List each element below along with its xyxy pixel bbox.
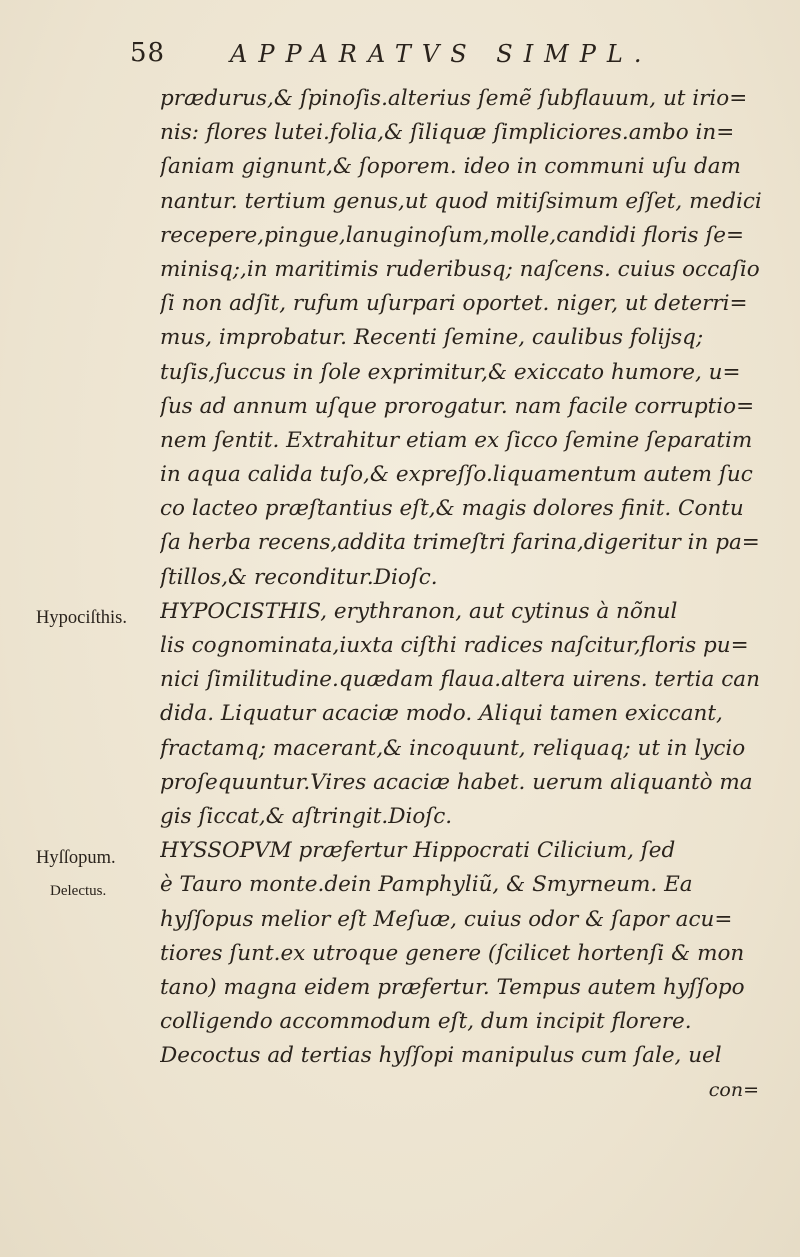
text-line: Decoctus ad tertias hyſſopi manipulus cum ſale, uel [160, 1043, 722, 1069]
text-line: nis: flores lutei.folia,& ſiliquæ ſimpliciores.ambo in= [160, 120, 735, 146]
text-line: è Tauro monte.dein Pamphyliũ, & Smyrneum. Ea [160, 872, 693, 898]
running-title: APPARATVS SIMPL. [230, 40, 653, 68]
text-line: in aqua calida tuſo,& expreſſo.liquamentum autem ſuc [160, 462, 753, 488]
text-line: nem ſentit. Extrahitur etiam ex ſicco ſemine ſeparatim [160, 427, 753, 453]
text-line: prædurus,& ſpinoſis.alterius ſemẽ ſubflauum, ut irio= [160, 86, 748, 111]
text-line: minisq;,in maritimis ruderibusq; naſcens. cuius occaſio [160, 256, 760, 282]
text-line: colligendo accommodum eſt, dum incipit florere. [160, 1009, 692, 1035]
text-line: gis ſiccat,& aſtringit.Dioſc. [160, 803, 453, 829]
text-line: tano) magna eidem præfertur. Tempus autem hyſſopo [160, 974, 745, 1000]
margin-note-hypocisthis: Hypociſthis. [36, 608, 127, 628]
text-line: mus, improbatur. Recenti ſemine, caulibus folijsq; [160, 325, 704, 351]
text-line: ſa herba recens,addita trimeſtri farina,digeritur in pa= [160, 530, 760, 556]
margin-note-delectus: Delectus. [50, 883, 107, 899]
text-line: nici ſimilitudine.quædam flaua.altera uirens. tertia can [160, 667, 760, 693]
page-number: 58 [130, 38, 166, 68]
text-line: ſi non adſit, rufum uſurpari oportet. niger, ut deterri= [160, 291, 748, 317]
body-text [160, 82, 795, 1108]
text-line: fractamq; macerant,& incoquunt, reliquaq; ut in lycio [160, 735, 746, 761]
text-line: ſaniam gignunt,& ſoporem. ideo in communi uſu dam [160, 154, 741, 180]
text-line: HYSSOPVM præfertur Hippocrati Cilicium, ſed [160, 838, 676, 864]
text-line: co lacteo præſtantius eſt,& magis dolores finit. Contu [160, 496, 744, 522]
text-line: tuſis,ſuccus in ſole exprimitur,& exiccato humore, u= [160, 359, 741, 385]
text-line: lis cognominata,iuxta ciſthi radices naſcitur,floris pu= [160, 633, 749, 658]
text-line: proſequuntur.Vires acaciæ habet. uerum aliquantò ma [160, 769, 753, 795]
text-line: tiores ſunt.ex utroque genere (ſcilicet hortenſi & mon [160, 940, 745, 966]
text-line: HYPOCISTHIS, erythranon, aut cytinus à nõnul [160, 598, 678, 624]
text-line: hyſſopus melior eſt Meſuæ, cuius odor & ſapor acu= [160, 906, 733, 932]
text-line: recepere,pingue,lanuginoſum,molle,candidi floris ſe= [160, 222, 745, 248]
margin-note-hyssopum: Hyſſopum. [36, 848, 116, 868]
page-header [130, 38, 760, 74]
catchword: con= [708, 1079, 759, 1102]
text-line: nantur. tertium genus,ut quod mitiſsimum eſſet, medici [160, 188, 762, 214]
text-line: ſus ad annum uſque prorogatur. nam facile corruptio= [160, 393, 755, 419]
text-line: dida. Liquatur acaciæ modo. Aliqui tamen exiccant, [160, 701, 723, 727]
text-line: ſtillos,& reconditur.Dioſc. [160, 564, 438, 590]
